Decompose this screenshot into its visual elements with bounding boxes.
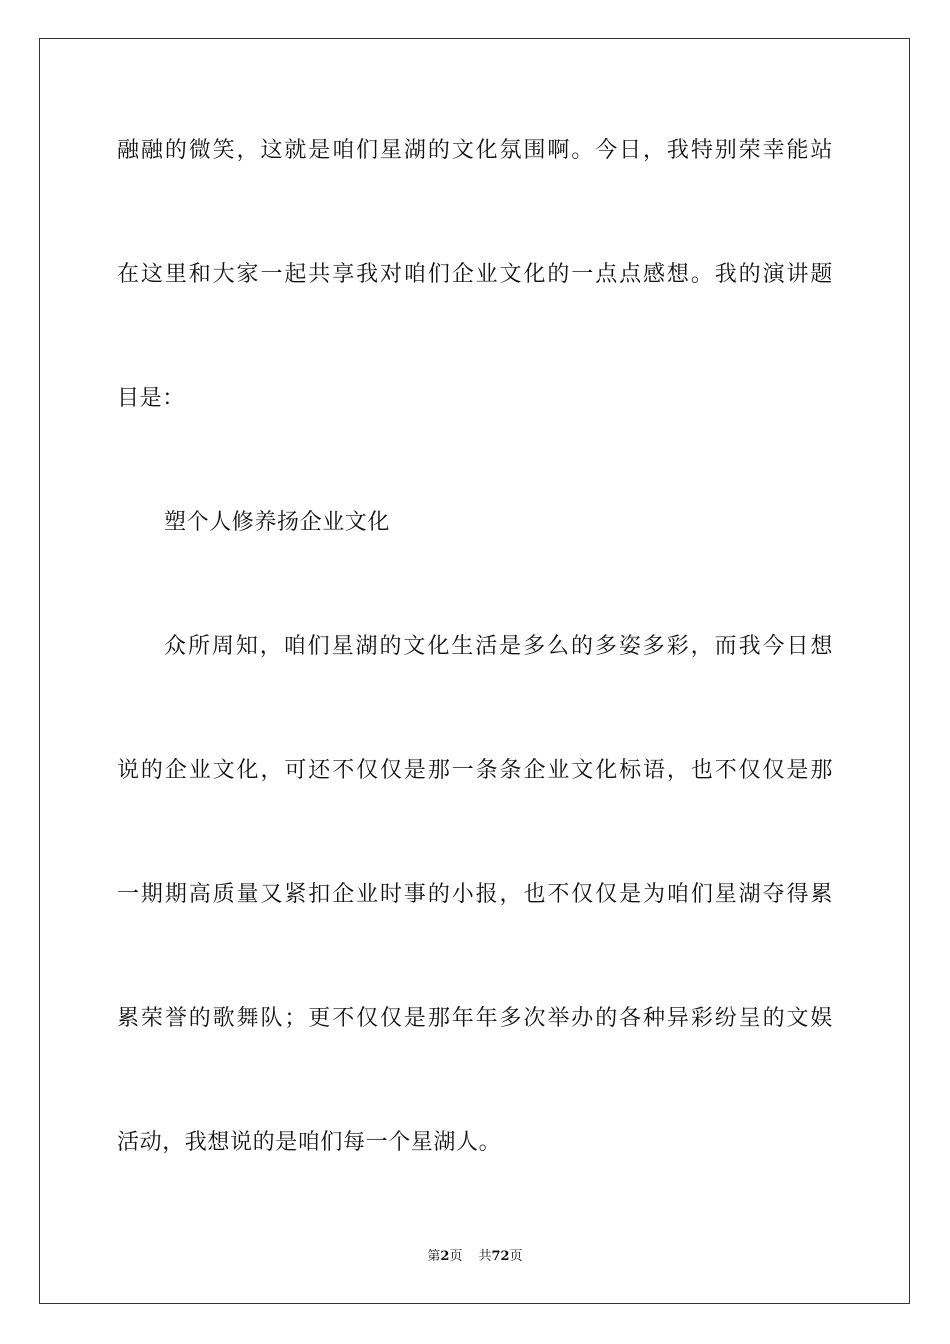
- page-footer: [0, 1248, 950, 1266]
- page-prefix: 第: [427, 1249, 441, 1264]
- body-line-6: 说的企业文化，可还不仅仅是那一条条企业文化标语，也不仅仅是那: [117, 758, 833, 783]
- body-line-7: 一期期高质量又紧扣企业时事的小报，也不仅仅是为咱们星湖夺得累: [117, 882, 833, 907]
- body-line-2: 在这里和大家一起共享我对咱们企业文化的一点点感想。我的演讲题: [117, 262, 833, 287]
- body-line-8: 累荣誉的歌舞队；更不仅仅是那年年多次举办的各种异彩纷呈的文娱: [117, 1006, 833, 1031]
- total-suffix: 页: [509, 1249, 523, 1264]
- total-prefix: 共: [478, 1249, 492, 1264]
- speech-title: 塑个人修养扬企业文化: [164, 510, 391, 535]
- page-suffix: 页: [449, 1249, 463, 1264]
- page-number: 2: [440, 1249, 450, 1264]
- body-line-5: 众所周知，咱们星湖的文化生活是多么的多姿多彩，而我今日想: [164, 634, 833, 659]
- total-pages: 72: [491, 1249, 510, 1264]
- page-frame: [39, 38, 910, 1304]
- body-line-1: 融融的微笑，这就是咱们星湖的文化氛围啊。今日，我特别荣幸能站: [117, 138, 833, 163]
- body-line-3: 目是：: [117, 386, 185, 411]
- body-line-9: 活动，我想说的是咱们每一个星湖人。: [117, 1130, 502, 1155]
